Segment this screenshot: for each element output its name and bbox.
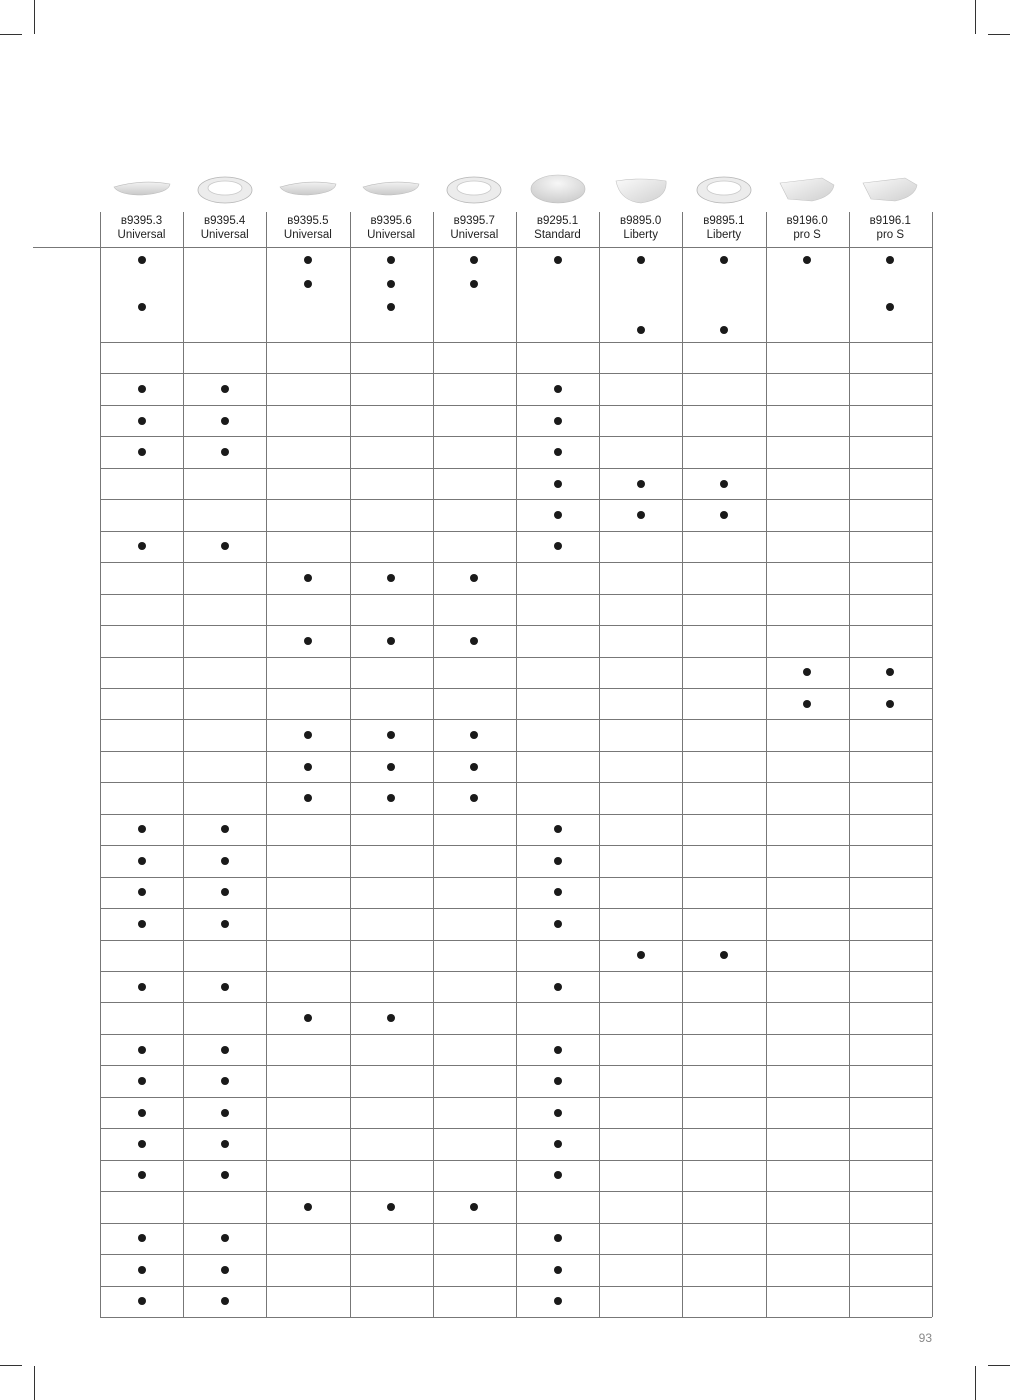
crop-mark bbox=[975, 0, 976, 34]
compatibility-mark bbox=[554, 448, 562, 456]
crop-mark bbox=[0, 1365, 22, 1366]
compatibility-mark bbox=[554, 417, 562, 425]
row-divider bbox=[100, 751, 932, 752]
row-divider bbox=[100, 657, 932, 658]
compatibility-mark bbox=[138, 1171, 146, 1179]
compatibility-mark bbox=[221, 825, 229, 833]
compatibility-mark bbox=[387, 763, 395, 771]
compatibility-mark bbox=[554, 888, 562, 896]
compatibility-mark bbox=[554, 256, 562, 264]
compatibility-mark bbox=[470, 1203, 478, 1211]
column-divider bbox=[932, 212, 933, 1317]
compatibility-mark bbox=[554, 1234, 562, 1242]
compatibility-mark bbox=[304, 794, 312, 802]
row-divider bbox=[100, 531, 932, 532]
compatibility-mark bbox=[304, 574, 312, 582]
compatibility-mark bbox=[221, 857, 229, 865]
compatibility-mark bbox=[387, 280, 395, 288]
compatibility-mark bbox=[387, 574, 395, 582]
row-divider bbox=[100, 562, 932, 563]
compatibility-mark bbox=[387, 731, 395, 739]
column-divider bbox=[849, 212, 850, 1317]
seat-images-row bbox=[100, 168, 932, 212]
compatibility-mark bbox=[720, 326, 728, 334]
compatibility-mark bbox=[554, 1266, 562, 1274]
crop-mark bbox=[988, 1365, 1010, 1366]
compatibility-mark bbox=[554, 857, 562, 865]
compatibility-mark bbox=[637, 480, 645, 488]
crop-mark bbox=[975, 1366, 976, 1400]
compatibility-mark bbox=[387, 256, 395, 264]
compatibility-mark bbox=[221, 1109, 229, 1117]
compatibility-mark bbox=[886, 700, 894, 708]
compatibility-mark bbox=[554, 1140, 562, 1148]
row-divider bbox=[100, 1002, 932, 1003]
compatibility-mark bbox=[554, 480, 562, 488]
column-header bbox=[766, 214, 849, 247]
compatibility-mark bbox=[637, 256, 645, 264]
oval-seat-icon bbox=[516, 168, 599, 212]
compatibility-mark bbox=[138, 542, 146, 550]
column-header bbox=[682, 214, 765, 247]
product-code: в9295.1 bbox=[536, 215, 579, 227]
row-divider bbox=[100, 1223, 932, 1224]
column-header bbox=[599, 214, 682, 247]
compatibility-mark bbox=[138, 983, 146, 991]
row-divider bbox=[100, 436, 932, 437]
row-divider bbox=[100, 1034, 932, 1035]
product-code: в9395.7 bbox=[453, 215, 495, 227]
compatibility-mark bbox=[554, 385, 562, 393]
crop-mark bbox=[34, 0, 35, 34]
product-series: pro S bbox=[793, 229, 821, 241]
row-divider bbox=[100, 342, 932, 343]
compatibility-mark bbox=[221, 920, 229, 928]
row-divider bbox=[100, 1254, 932, 1255]
compatibility-mark bbox=[138, 256, 146, 264]
column-divider bbox=[100, 212, 101, 1317]
compatibility-mark bbox=[138, 448, 146, 456]
compatibility-mark bbox=[221, 417, 229, 425]
row-divider bbox=[100, 1065, 932, 1066]
compatibility-mark bbox=[554, 542, 562, 550]
row-divider bbox=[100, 625, 932, 626]
row-divider bbox=[100, 1097, 932, 1098]
compatibility-mark bbox=[138, 417, 146, 425]
compatibility-mark bbox=[886, 256, 894, 264]
row-divider bbox=[100, 1160, 932, 1161]
product-code: в9395.4 bbox=[204, 215, 246, 227]
compatibility-mark bbox=[221, 385, 229, 393]
row-divider bbox=[100, 405, 932, 406]
column-divider bbox=[350, 212, 351, 1317]
row-divider bbox=[100, 1191, 932, 1192]
product-series: pro S bbox=[876, 229, 905, 241]
compatibility-mark bbox=[221, 1266, 229, 1274]
compatibility-mark bbox=[554, 511, 562, 519]
compatibility-mark bbox=[720, 511, 728, 519]
closed-seat-icon bbox=[266, 168, 349, 212]
crop-mark bbox=[0, 34, 22, 35]
compatibility-mark bbox=[138, 1266, 146, 1274]
closed-seat-icon bbox=[100, 168, 183, 212]
row-divider bbox=[100, 940, 932, 941]
open-ring-seat-icon bbox=[433, 168, 516, 212]
column-header bbox=[183, 214, 266, 247]
compatibility-mark bbox=[803, 700, 811, 708]
compatibility-mark bbox=[138, 825, 146, 833]
compatibility-mark bbox=[470, 280, 478, 288]
product-code: в9895.1 bbox=[703, 215, 745, 227]
product-code: в9895.0 bbox=[620, 215, 662, 227]
row-divider bbox=[100, 971, 932, 972]
compatibility-mark bbox=[138, 857, 146, 865]
compatibility-mark bbox=[304, 1203, 312, 1211]
row-divider bbox=[100, 814, 932, 815]
page-number: 93 bbox=[918, 1331, 932, 1345]
row-divider bbox=[100, 908, 932, 909]
compatibility-mark bbox=[138, 1297, 146, 1305]
row-divider bbox=[100, 1317, 932, 1318]
compatibility-mark bbox=[470, 637, 478, 645]
row-divider bbox=[100, 1286, 932, 1287]
column-header bbox=[433, 214, 516, 247]
product-code: в9395.3 bbox=[120, 215, 163, 227]
compatibility-mark bbox=[221, 1046, 229, 1054]
compatibility-mark bbox=[304, 1014, 312, 1022]
compatibility-mark bbox=[221, 1140, 229, 1148]
compatibility-mark bbox=[886, 668, 894, 676]
compatibility-mark bbox=[554, 825, 562, 833]
compatibility-mark bbox=[304, 731, 312, 739]
compatibility-mark bbox=[387, 1014, 395, 1022]
compatibility-mark bbox=[637, 951, 645, 959]
compatibility-mark bbox=[138, 1109, 146, 1117]
compatibility-mark bbox=[221, 888, 229, 896]
compatibility-mark bbox=[470, 731, 478, 739]
column-divider bbox=[599, 212, 600, 1317]
product-code: в9395.6 bbox=[370, 215, 412, 227]
compatibility-mark bbox=[221, 1297, 229, 1305]
compatibility-mark bbox=[470, 256, 478, 264]
compatibility-mark bbox=[138, 1234, 146, 1242]
compatibility-mark bbox=[720, 480, 728, 488]
column-divider bbox=[183, 212, 184, 1317]
compatibility-mark bbox=[720, 951, 728, 959]
row-divider bbox=[100, 468, 932, 469]
product-series: Universal bbox=[367, 229, 416, 241]
row-divider bbox=[100, 719, 932, 720]
product-series: Liberty bbox=[706, 229, 742, 241]
product-code: в9196.0 bbox=[786, 215, 828, 227]
compatibility-mark bbox=[138, 1046, 146, 1054]
column-header bbox=[516, 214, 599, 247]
compatibility-mark bbox=[221, 1077, 229, 1085]
compatibility-mark bbox=[138, 1140, 146, 1148]
column-divider bbox=[433, 212, 434, 1317]
product-series: Universal bbox=[283, 229, 332, 241]
column-divider bbox=[266, 212, 267, 1317]
compatibility-mark bbox=[221, 983, 229, 991]
compatibility-mark bbox=[304, 637, 312, 645]
header-rule bbox=[33, 247, 932, 248]
row-divider bbox=[100, 499, 932, 500]
compatibility-mark bbox=[886, 303, 894, 311]
product-code: в9395.5 bbox=[287, 215, 329, 227]
product-series: Standard bbox=[534, 229, 581, 241]
product-series: Universal bbox=[117, 229, 166, 241]
compatibility-mark bbox=[470, 574, 478, 582]
product-series: Universal bbox=[200, 229, 249, 241]
open-ring-seat-icon bbox=[682, 168, 765, 212]
compatibility-mark bbox=[221, 542, 229, 550]
product-series: Universal bbox=[450, 229, 499, 241]
compatibility-mark bbox=[554, 920, 562, 928]
compatibility-mark bbox=[387, 794, 395, 802]
compatibility-mark bbox=[470, 763, 478, 771]
compatibility-mark bbox=[720, 256, 728, 264]
compatibility-mark bbox=[554, 1171, 562, 1179]
compatibility-mark bbox=[221, 448, 229, 456]
compatibility-mark bbox=[138, 1077, 146, 1085]
compatibility-mark bbox=[803, 256, 811, 264]
compatibility-mark bbox=[387, 303, 395, 311]
compatibility-mark bbox=[554, 1046, 562, 1054]
compatibility-mark bbox=[637, 511, 645, 519]
square-seat-icon bbox=[849, 168, 932, 212]
rimless-seat-icon bbox=[599, 168, 682, 212]
product-series: Liberty bbox=[623, 229, 658, 241]
product-code: в9196.1 bbox=[869, 215, 911, 227]
column-header bbox=[350, 214, 433, 247]
compatibility-mark bbox=[803, 668, 811, 676]
row-divider bbox=[100, 1128, 932, 1129]
compatibility-mark bbox=[554, 1077, 562, 1085]
row-divider bbox=[100, 688, 932, 689]
square-seat-icon bbox=[766, 168, 849, 212]
compatibility-mark bbox=[387, 1203, 395, 1211]
compatibility-mark bbox=[221, 1234, 229, 1242]
compatibility-mark bbox=[221, 1171, 229, 1179]
compatibility-mark bbox=[304, 763, 312, 771]
row-divider bbox=[100, 594, 932, 595]
compatibility-mark bbox=[138, 920, 146, 928]
compatibility-mark bbox=[554, 983, 562, 991]
open-ring-seat-icon bbox=[183, 168, 266, 212]
column-header bbox=[849, 214, 932, 247]
column-header bbox=[100, 214, 183, 247]
compatibility-mark bbox=[470, 794, 478, 802]
compatibility-mark bbox=[554, 1109, 562, 1117]
compatibility-mark bbox=[304, 256, 312, 264]
row-divider bbox=[100, 877, 932, 878]
compatibility-mark bbox=[554, 1297, 562, 1305]
compatibility-mark bbox=[138, 303, 146, 311]
column-header bbox=[266, 214, 349, 247]
compatibility-mark bbox=[637, 326, 645, 334]
column-divider bbox=[682, 212, 683, 1317]
closed-seat-icon bbox=[350, 168, 433, 212]
compatibility-mark bbox=[387, 637, 395, 645]
row-divider bbox=[100, 845, 932, 846]
crop-mark bbox=[34, 1366, 35, 1400]
row-divider bbox=[100, 782, 932, 783]
row-divider bbox=[100, 373, 932, 374]
compatibility-mark bbox=[138, 385, 146, 393]
column-divider bbox=[516, 212, 517, 1317]
crop-mark bbox=[988, 34, 1010, 35]
compatibility-mark bbox=[138, 888, 146, 896]
compatibility-mark bbox=[304, 280, 312, 288]
column-divider bbox=[766, 212, 767, 1317]
